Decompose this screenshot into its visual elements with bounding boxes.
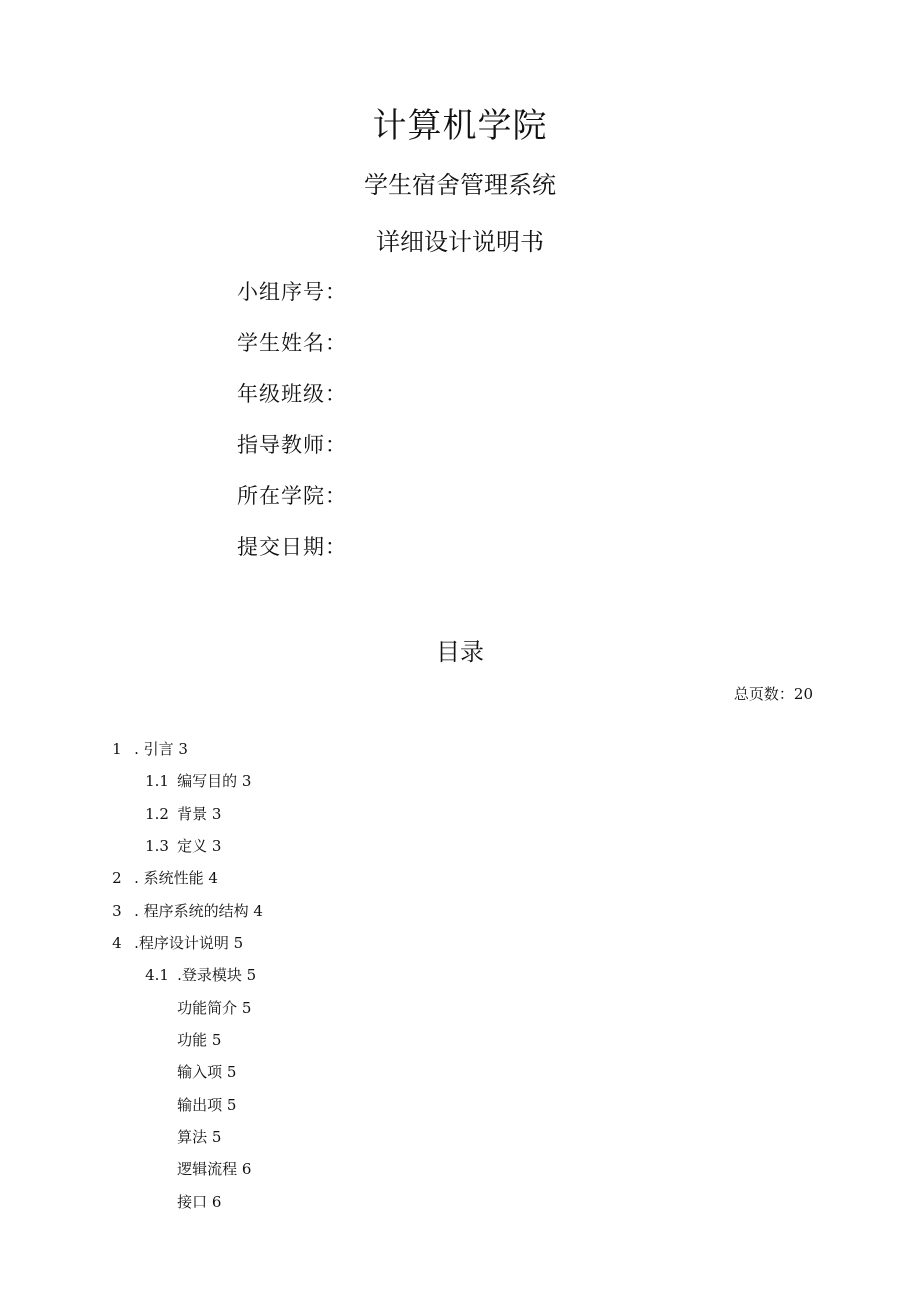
toc-entry-number: 1.2 — [145, 805, 169, 823]
document-type-title: 详细设计说明书 — [376, 228, 544, 256]
toc-entry-text: 功能 5 — [177, 1031, 222, 1049]
toc-entry-text: 输入项 5 — [177, 1063, 237, 1081]
project-title: 学生宿舍管理系统 — [364, 171, 556, 199]
toc-entry-text: . 系统性能 4 — [134, 869, 218, 887]
toc-entry-number: 4 — [112, 934, 122, 952]
toc-entry-number: 4.1 — [145, 966, 169, 984]
group-number-field: 小组序号： — [237, 280, 347, 304]
toc-entry-number: 2 — [112, 869, 122, 887]
student-name-field: 学生姓名： — [237, 331, 347, 355]
submit-date-field: 提交日期： — [237, 535, 347, 559]
toc-entry-text: 功能简介 5 — [177, 999, 252, 1017]
institution-title: 计算机学院 — [372, 106, 548, 146]
toc-entry-number: 3 — [112, 902, 122, 920]
toc-entry-number: 1 — [112, 740, 122, 758]
toc-entry-text: 背景 3 — [177, 805, 222, 823]
toc-entry-number: 1.1 — [145, 772, 169, 790]
toc-entry-number: 1.3 — [145, 837, 169, 855]
toc-entry-text: .程序设计说明 5 — [134, 934, 244, 952]
toc-entry-text: . 引言 3 — [134, 740, 188, 758]
grade-class-field: 年级班级： — [237, 382, 347, 406]
toc-heading: 目录 — [436, 638, 484, 666]
toc-entry-text: 编写目的 3 — [177, 772, 252, 790]
toc-entry-text: 定义 3 — [177, 837, 222, 855]
toc-entry-text: 接口 6 — [177, 1193, 222, 1211]
college-field: 所在学院： — [237, 484, 347, 508]
advisor-field: 指导教师： — [237, 433, 347, 457]
toc-entry-text: .登录模块 5 — [177, 966, 257, 984]
total-pages-label: 总页数：20 — [733, 685, 813, 703]
toc-entry-text: . 程序系统的结构 4 — [134, 902, 263, 920]
toc-entry-text: 逻辑流程 6 — [177, 1160, 252, 1178]
toc-entry-interface[interactable] — [158, 1169, 221, 1235]
toc-entry-text: 算法 5 — [177, 1128, 222, 1146]
toc-entry-text: 输出项 5 — [177, 1096, 237, 1114]
